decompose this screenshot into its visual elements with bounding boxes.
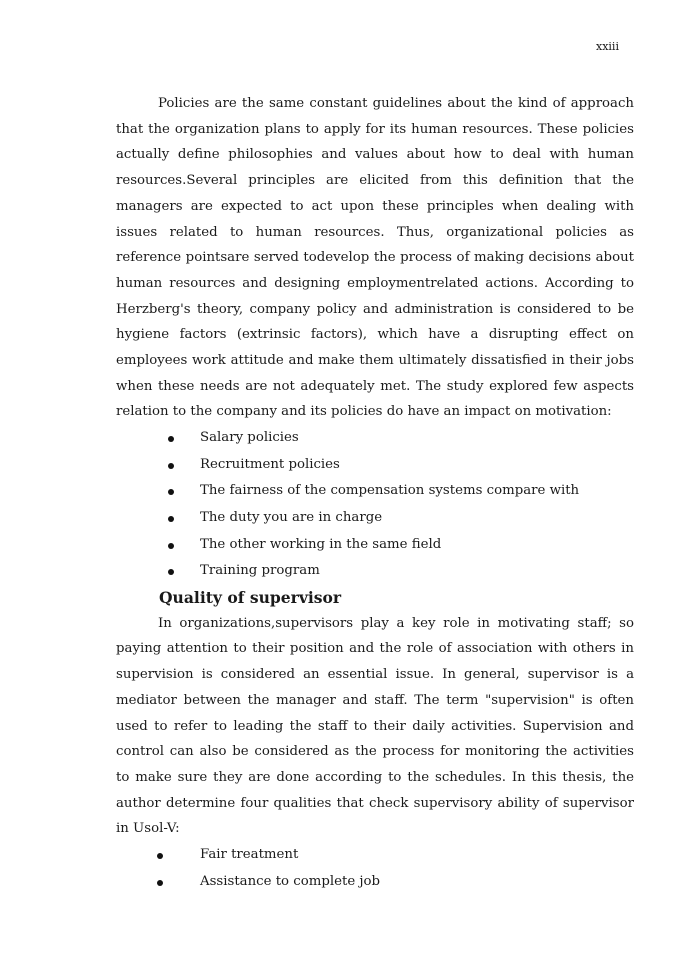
list-item-text: Recruitment policies — [200, 456, 340, 472]
bullet-icon — [168, 436, 174, 442]
bullet-icon — [157, 880, 163, 886]
list-item — [116, 558, 634, 585]
policy-bullet-list — [116, 425, 634, 585]
list-item-text: Salary policies — [200, 430, 299, 446]
list-item-text: The other working in the same field — [200, 536, 442, 552]
list-item — [116, 532, 634, 559]
list-item — [116, 842, 634, 869]
bullet-icon — [168, 463, 174, 469]
bullet-icon — [168, 543, 174, 549]
list-item — [116, 425, 634, 452]
supervisor-bullet-list — [116, 842, 634, 895]
page-number: xxiii — [596, 40, 619, 53]
bullet-icon — [168, 489, 174, 495]
list-item-text: Assistance to complete job — [200, 873, 381, 889]
section-heading: Quality of supervisor — [159, 587, 342, 607]
list-item-text: The duty you are in charge — [200, 509, 383, 525]
bullet-icon — [157, 853, 163, 859]
list-item — [116, 505, 634, 532]
list-item-text: The fairness of the compensation systems compare with — [200, 483, 580, 499]
list-item — [116, 478, 634, 505]
list-item — [116, 452, 634, 479]
list-item-text: Fair treatment — [200, 847, 299, 863]
policies-paragraph: Policies are the same constant guidelines about the kind of approach that the organization plans to apply for its human resources. These policies actually define philosophies and values about how to deal with human resources.Several principles are elicited from this definition that the managers are expected to act upon these principles when dealing with issues related to human resources. Thus, organizational policies as reference pointsare served todevelop the process of making decisions about human resources and designing employmentrelated actions. According to Herzberg's theory, company policy and administration is considered to be hygiene factors (extrinsic factors), which have a disrupting effect on employees work attitude and make them ultimately dissatisfied in their jobs when these needs are not adequately met. The study explored few aspects relation to the company and its policies do have an impact on motivation: — [116, 96, 634, 420]
list-item — [116, 869, 634, 896]
list-item-text: Training program — [200, 563, 320, 579]
supervisor-paragraph: In organizations,supervisors play a key role in motivating staff; so paying attention to their position and the role of association with others in supervision is considered an essential issue. In general, supervisor is a mediator between the manager and staff. The term "supervision" is often used to refer to leading the staff to their daily activities. Supervision and control can also be considered as the process for monitoring the activities to make sure they are done according to the schedules. In this thesis, the author determine four qualities that check supervisory ability of supervisor in Usol-V: — [116, 615, 634, 837]
bullet-icon — [168, 569, 174, 575]
document-body — [116, 91, 634, 895]
bullet-icon — [168, 516, 174, 522]
